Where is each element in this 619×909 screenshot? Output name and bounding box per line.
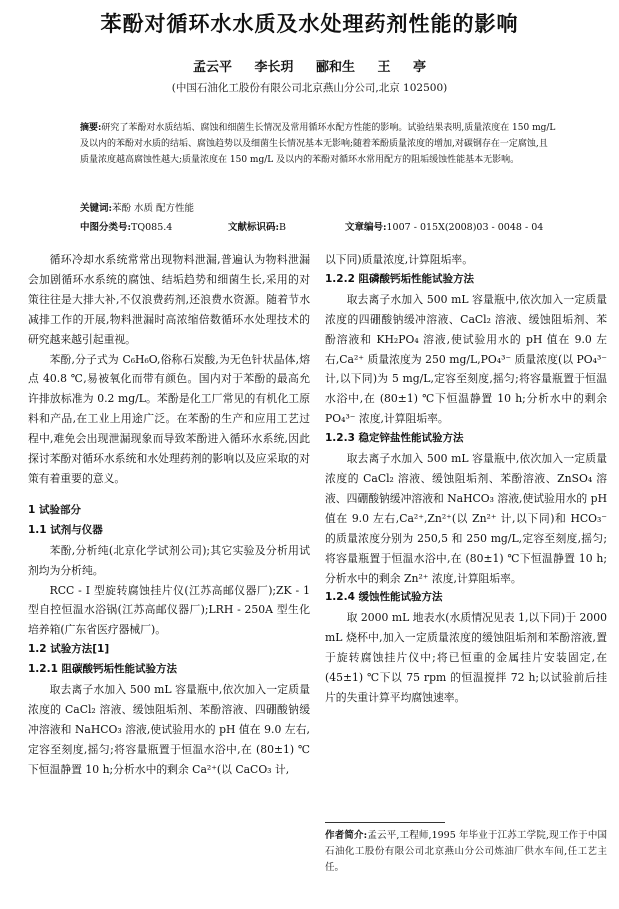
doc-code-label: 文献标识码: bbox=[228, 222, 280, 233]
section-heading: 1 试验部分 bbox=[28, 503, 81, 516]
author-note bbox=[325, 828, 607, 876]
keywords-text: 苯酚 水质 配方性能 bbox=[112, 203, 195, 214]
classification-value: TQ085.4 bbox=[131, 222, 173, 233]
left-column bbox=[28, 250, 310, 780]
doc-code-value: B bbox=[279, 222, 286, 233]
body-paragraph: 取去离子水加入 500 mL 容量瓶中,依次加入一定质量浓度的 CaCl₂ 溶液、缓蚀阻垢剂、苯酚溶液、ZnSO₄ 溶液、四硼酸钠缓冲溶液和 NaHCO₃ 溶液,使试验用水的 pH 值在 9.0 左右,Ca²⁺,Zn²⁺(以 Zn²⁺ 计,以下同)和 HCO₃⁻ 的质量浓度分别为 250,5 和 250 mg/L,定容至刻度,摇匀;将容量瓶置于恒温水浴中,在 (80±1) ℃下恒温静置 10 h;分析水中的剩余 Zn²⁺ 浓度,计算阻垢率。 bbox=[325, 452, 607, 585]
section-heading: 1.2.3 稳定锌盐性能试验方法 bbox=[325, 432, 464, 445]
article-number bbox=[345, 219, 543, 233]
body-paragraph: 苯酚,分子式为 C₆H₆O,俗称石炭酸,为无色针状晶体,熔点 40.8 ℃,易被氧化而带有颜色。国内对于苯酚的最高允许排放标准为 0.2 mg/L。苯酚是化工厂常见的有机化工原料和产品,在工业上用途广泛。在苯酚的生产和应用工艺过程中,难免会出现泄漏现象而导致苯酚进入循环水系统,因此探讨苯酚对循环水系统和水处理药剂的影响以及应采取的对策有着重要的意义。 bbox=[28, 352, 310, 485]
section-heading: 1.2.2 阻磷酸钙垢性能试验方法 bbox=[325, 272, 475, 285]
section-heading: 1.2 试验方法[1] bbox=[28, 643, 110, 656]
abstract bbox=[80, 120, 556, 168]
paper-title: 苯酚对循环水水质及水处理药剂性能的影响 bbox=[100, 12, 519, 36]
article-no-label: 文章编号: bbox=[345, 222, 387, 233]
body-paragraph: 取去离子水加入 500 mL 容量瓶中,依次加入一定质量浓度的四硼酸钠缓冲溶液、CaCl₂ 溶液、缓蚀阻垢剂、苯酚溶液和 KH₂PO₄ 溶液,使试验用水的 pH 值在 9.0 左右,Ca²⁺ 质量浓度为 250 mg/L,PO₄³⁻ 质量浓度(以 PO₄³⁻ 计,以下同)为 5 mg/L,定容至刻度,摇匀;将容量瓶置于恒温水浴中,在 (80±1) ℃下恒温静置 10 h;分析水中的剩余 PO₄³⁻ 浓度,计算阻垢率。 bbox=[325, 292, 607, 426]
body-paragraph: 取去离子水加入 500 mL 容量瓶中,依次加入一定质量浓度的 CaCl₂ 溶液、缓蚀阻垢剂、苯酚溶液、四硼酸钠缓冲溶液和 NaHCO₃ 溶液,使试验用水的 pH 值在 9.0 左右,定容至刻度,摇匀;将容量瓶置于恒温水浴中,在 (80±1) ℃下恒温静置 10 h;分析水中的剩余 Ca²⁺(以 CaCO₃ 计, bbox=[28, 683, 310, 776]
section-heading: 1.2.4 缓蚀性能试验方法 bbox=[325, 591, 443, 604]
author-note-label: 作者简介: bbox=[325, 830, 368, 841]
keywords bbox=[80, 200, 194, 214]
abstract-label: 摘要: bbox=[80, 123, 102, 133]
classification bbox=[80, 219, 172, 233]
body-paragraph: 取 2000 mL 地表水(水质情况见表 1,以下同)于 2000 mL 烧杯中,加入一定质量浓度的缓蚀阻垢剂和苯酚溶液,置于旋转腐蚀挂片仪中;将已恒重的金属挂片安装固定,在 (45±1) ℃下以 75 rpm 的恒温搅拌 72 h;以试验前后挂片的失重计算平均腐蚀速率。 bbox=[325, 611, 607, 704]
keywords-label: 关键词: bbox=[80, 203, 113, 214]
body-paragraph: 循环冷却水系统常常出现物料泄漏,普遍认为物料泄漏会加剧循环水系统的腐蚀、结垢趋势和细菌生长,采用的对策往往是大排大补,不仅浪费药剂,还浪费水资源。随着节水减排工作的开展,物料泄漏时高浓缩倍数循环水处理技术的研究越来越引起重视。 bbox=[28, 253, 310, 346]
right-column bbox=[325, 250, 607, 708]
section-heading: 1.2.1 阻碳酸钙垢性能试验方法 bbox=[28, 663, 178, 676]
section-heading: 1.1 试剂与仪器 bbox=[28, 523, 103, 536]
article-no-value: 1007 - 015X(2008)03 - 0048 - 04 bbox=[386, 222, 544, 233]
doc-code bbox=[228, 219, 286, 233]
affiliation: (中国石油化工股份有限公司北京燕山分公司,北京 102500) bbox=[171, 82, 448, 94]
author-note-text: 孟云平,工程师,1995 年毕业于江苏工学院,现工作于中国石油化工股份有限公司北京燕山分公司炼油厂供水车间,任工艺主任。 bbox=[325, 830, 607, 873]
classification-label: 中图分类号: bbox=[80, 222, 132, 233]
body-paragraph: 以下同)质量浓度,计算阻垢率。 bbox=[325, 253, 474, 266]
footnote-divider bbox=[325, 822, 445, 823]
abstract-text: 研究了苯酚对水质结垢、腐蚀和细菌生长情况及常用循环水配方性能的影响。试验结果表明,质量浓度在 150 mg/L 及以内的苯酚对水质的结垢、腐蚀趋势以及细菌生长情况基本无影响;随着苯酚质量浓度的增加,对碳钢存在一定腐蚀,且质量浓度越高腐蚀性越大;质量浓度在 150 mg/L 及以内的苯酚对循环水常用配方的阻垢缓蚀性能基本无影响。 bbox=[80, 123, 556, 165]
body-paragraph: RCC - I 型旋转腐蚀挂片仪(江苏高邮仪器厂);ZK - 1 型自控恒温水浴锅(江苏高邮仪器厂);LRH - 250A 型生化培养箱(广东省医疗器械厂)。 bbox=[28, 583, 310, 637]
body-paragraph: 苯酚,分析纯(北京化学试剂公司);其它实验及分析用试剂均为分析纯。 bbox=[28, 543, 310, 577]
author-list: 孟云平 李长玥 郦和生 王 亭 bbox=[192, 60, 427, 75]
